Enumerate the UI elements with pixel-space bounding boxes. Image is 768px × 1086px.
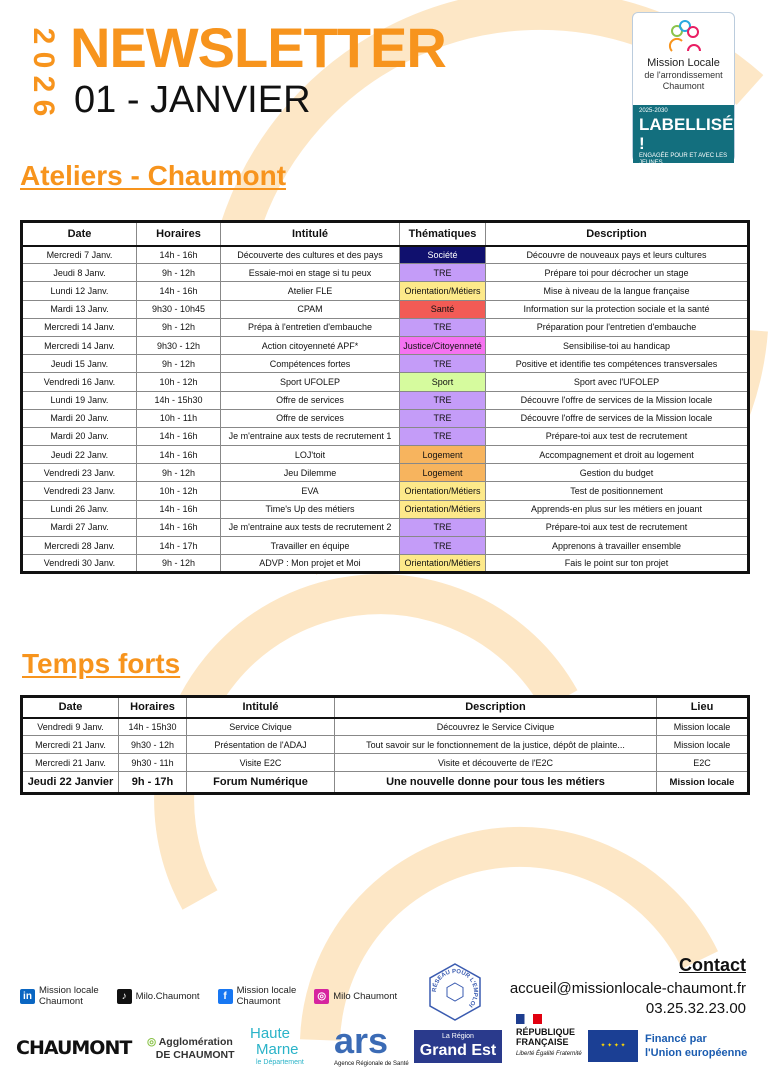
table-cell: 14h - 17h — [137, 537, 221, 555]
table-cell: CPAM — [221, 300, 400, 318]
ars-text: ars — [334, 1020, 389, 1061]
table-cell: Je m'entraine aux tests de recrutement 1 — [221, 427, 400, 445]
table-row — [22, 427, 749, 445]
table-cell: Jeudi 8 Janv. — [22, 264, 137, 282]
tiktok-icon: ♪ — [117, 989, 132, 1004]
year-vertical: 2 0 2 6 — [27, 27, 60, 117]
column-header: Lieu — [657, 697, 749, 718]
table-cell: Vendredi 16 Janv. — [22, 373, 137, 391]
theme-badge: Orientation/Métiers — [400, 500, 486, 518]
table-cell: Gestion du budget — [486, 464, 749, 482]
social-label-line2: Chaumont — [236, 996, 281, 1007]
table-cell: EVA — [221, 482, 400, 500]
contact-title: Contact — [679, 955, 746, 975]
table-cell: Découvre l'offre de services de la Mission locale — [486, 409, 749, 427]
column-header: Intitulé — [221, 222, 400, 246]
table-cell: Prépa à l'entretien d'embauche — [221, 318, 400, 336]
table-cell: 14h - 15h30 — [119, 718, 187, 736]
table-cell: Time's Up des métiers — [221, 500, 400, 518]
social-label — [333, 991, 397, 1002]
social-label — [237, 985, 297, 1007]
table-cell: 10h - 11h — [137, 409, 221, 427]
theme-badge: TRE — [400, 391, 486, 409]
social-label-line1: Milo.Chaumont — [135, 990, 200, 1002]
table-cell: Mise à niveau de la langue française — [486, 282, 749, 300]
ge2: Grand Est — [419, 1042, 497, 1059]
table-row — [22, 409, 749, 427]
table-cell: Préparation pour l'entretien d'embauche — [486, 318, 749, 336]
table-row — [22, 772, 749, 794]
table-cell: Mission locale — [657, 718, 749, 736]
social-link[interactable] — [314, 985, 397, 1007]
theme-badge: TRE — [400, 518, 486, 536]
table-cell: Test de positionnement — [486, 482, 749, 500]
table-cell: Travailler en équipe — [221, 537, 400, 555]
table-cell: Mardi 13 Janv. — [22, 300, 137, 318]
table-row — [22, 446, 749, 464]
column-header: Date — [22, 697, 119, 718]
eu-funding — [645, 1032, 747, 1060]
table-cell: Jeudi 22 Janv. — [22, 446, 137, 464]
ville-chaumont-logo — [16, 1036, 141, 1062]
table-cell: Mercredi 28 Janv. — [22, 537, 137, 555]
theme-badge: TRE — [400, 537, 486, 555]
table-cell: Jeudi 22 Janvier — [22, 772, 119, 794]
table-cell: Action citoyenneté APF* — [221, 336, 400, 354]
table-row — [22, 300, 749, 318]
table-cell: Vendredi 9 Janv. — [22, 718, 119, 736]
theme-badge: TRE — [400, 264, 486, 282]
table-cell: Lundi 12 Janv. — [22, 282, 137, 300]
temps-forts-table — [20, 695, 750, 795]
hm3: le Département — [256, 1059, 304, 1066]
table-cell: Lundi 19 Janv. — [22, 391, 137, 409]
rf3: Liberté Égalité Fraternité — [516, 1051, 582, 1057]
table-cell: LOJ'toit — [221, 446, 400, 464]
table-row — [22, 282, 749, 300]
table-cell: Prépare-toi aux test de recrutement — [486, 427, 749, 445]
month-subtitle: 01 - JANVIER — [74, 79, 311, 121]
column-header: Description — [486, 222, 749, 246]
region-grand-est-logo — [414, 1030, 502, 1063]
eu1: Financé par — [645, 1033, 707, 1045]
republique-francaise-logo — [516, 1014, 582, 1058]
table-cell: Sensibilise-toi au handicap — [486, 336, 749, 354]
table-row — [22, 736, 749, 754]
logo-name: Mission Locale — [647, 57, 720, 69]
table-cell: Découvre de nouveaux pays et leurs cultures — [486, 246, 749, 264]
ateliers-heading: Ateliers - Chaumont — [20, 160, 287, 191]
linkedin-icon: in — [20, 989, 35, 1004]
table-row — [22, 318, 749, 336]
table-cell: Découverte des cultures et des pays — [221, 246, 400, 264]
table-cell: Mardi 20 Janv. — [22, 409, 137, 427]
table-cell: Mercredi 14 Janv. — [22, 336, 137, 354]
contact-email[interactable]: accueil@missionlocale-chaumont.fr — [509, 980, 746, 997]
table-cell: Apprenons à travailler ensemble — [486, 537, 749, 555]
theme-badge: Logement — [400, 464, 486, 482]
table-row — [22, 555, 749, 573]
table-cell: 14h - 16h — [137, 500, 221, 518]
table-cell: 9h - 12h — [137, 264, 221, 282]
temps-forts-heading: Temps forts — [22, 648, 181, 679]
table-cell: Mercredi 21 Janv. — [22, 754, 119, 772]
instagram-icon: ◎ — [314, 989, 329, 1004]
column-header: Thématiques — [400, 222, 486, 246]
social-label-line1: Mission locale — [236, 985, 297, 996]
hm1: Haute — [250, 1025, 291, 1042]
table-cell: 9h - 17h — [119, 772, 187, 794]
column-header: Date — [22, 222, 137, 246]
table-cell: E2C — [657, 754, 749, 772]
theme-badge: Sport — [400, 373, 486, 391]
table-row — [22, 754, 749, 772]
table-cell: 14h - 16h — [137, 282, 221, 300]
eu-flag-icon: ✦ ✦ ✦ ✦ — [588, 1030, 638, 1062]
table-cell: Apprends-en plus sur les métiers en jouant — [486, 500, 749, 518]
table-cell: 9h30 - 10h45 — [137, 300, 221, 318]
table-cell: ADVP : Mon projet et Moi — [221, 555, 400, 573]
social-label — [136, 991, 200, 1002]
table-cell: Une nouvelle donne pour tous les métiers — [335, 772, 657, 794]
newsletter-title: NEWSLETTER — [70, 16, 446, 79]
table-cell: 9h30 - 11h — [119, 754, 187, 772]
table-row — [22, 264, 749, 282]
table-row — [22, 391, 749, 409]
people-icon — [669, 19, 701, 53]
table-cell: Forum Numérique — [187, 772, 335, 794]
contact-phone[interactable]: 03.25.32.23.00 — [645, 1000, 746, 1017]
ge1: La Région — [442, 1033, 474, 1040]
table-cell: Sport avec l'UFOLEP — [486, 373, 749, 391]
agglo-line1: Agglomération — [158, 1036, 233, 1048]
table-cell: Mercredi 14 Janv. — [22, 318, 137, 336]
table-cell: Offre de services — [221, 409, 400, 427]
table-cell: Visite E2C — [187, 754, 335, 772]
social-label — [39, 985, 99, 1007]
social-link[interactable] — [117, 985, 200, 1007]
table-cell: Découvrez le Service Civique — [335, 718, 657, 736]
table-cell: Je m'entraine aux tests de recrutement 2 — [221, 518, 400, 536]
table-cell: Mercredi 7 Janv. — [22, 246, 137, 264]
theme-badge: Orientation/Métiers — [400, 282, 486, 300]
table-row — [22, 373, 749, 391]
flag-icon — [516, 1014, 542, 1024]
haute-marne-logo — [250, 1026, 304, 1067]
table-cell: Mission locale — [657, 736, 749, 754]
logo-sub2: Chaumont — [662, 81, 705, 91]
theme-badge: TRE — [400, 318, 486, 336]
table-row — [22, 246, 749, 264]
chaumont-text: CHAUMONT — [16, 1037, 132, 1059]
table-cell: 9h - 12h — [137, 355, 221, 373]
logo-sub1: de l'arrondissement — [644, 70, 723, 80]
table-cell: Mardi 27 Janv. — [22, 518, 137, 536]
table-cell: Visite et découverte de l'E2C — [335, 754, 657, 772]
social-label-line1: Mission locale — [39, 985, 99, 996]
ateliers-table — [20, 220, 750, 574]
logo-tagline: ENGAGÉE POUR ET AVEC LES JEUNES — [639, 153, 728, 166]
theme-badge: Orientation/Métiers — [400, 555, 486, 573]
table-cell: 14h - 16h — [137, 446, 221, 464]
column-header: Horaires — [137, 222, 221, 246]
table-cell: Vendredi 23 Janv. — [22, 464, 137, 482]
ars-sub: Agence Régionale de Santé — [334, 1061, 409, 1067]
table-cell: 9h30 - 12h — [119, 736, 187, 754]
table-cell: 14h - 15h30 — [137, 391, 221, 409]
mission-locale-logo — [632, 12, 745, 166]
table-cell: 14h - 16h — [137, 518, 221, 536]
table-cell: Prépare-toi aux test de recrutement — [486, 518, 749, 536]
table-row — [22, 500, 749, 518]
facebook-icon: f — [218, 989, 233, 1004]
table-cell: Présentation de l'ADAJ — [187, 736, 335, 754]
table-cell: Mardi 20 Janv. — [22, 427, 137, 445]
theme-badge: Société — [400, 246, 486, 264]
table-cell: 9h - 12h — [137, 464, 221, 482]
social-label-line1: Milo Chaumont — [333, 990, 398, 1002]
logo-period: 2025-2030 — [639, 108, 668, 114]
table-row — [22, 718, 749, 736]
logo-label: LABELLISÉE ! — [639, 115, 745, 153]
social-link[interactable] — [218, 985, 297, 1007]
social-links — [20, 985, 397, 1007]
table-cell: 14h - 16h — [137, 427, 221, 445]
table-cell: Vendredi 23 Janv. — [22, 482, 137, 500]
rf2: FRANÇAISE — [516, 1037, 569, 1047]
table-cell: Information sur la protection sociale et la santé — [486, 300, 749, 318]
theme-badge: Logement — [400, 446, 486, 464]
social-label-line2: Chaumont — [39, 996, 83, 1007]
table-cell: Fais le point sur ton projet — [486, 555, 749, 573]
contact-block — [510, 955, 746, 1019]
column-header: Description — [335, 697, 657, 718]
table-row — [22, 518, 749, 536]
hm2: Marne — [256, 1041, 299, 1058]
table-cell: Mercredi 21 Janv. — [22, 736, 119, 754]
table-row — [22, 464, 749, 482]
table-row — [22, 355, 749, 373]
table-cell: Atelier FLE — [221, 282, 400, 300]
table-cell: Sport UFOLEP — [221, 373, 400, 391]
table-cell: Tout savoir sur le fonctionnement de la justice, dépôt de plainte... — [335, 736, 657, 754]
table-cell: Offre de services — [221, 391, 400, 409]
agglomeration-logo: ◎ Agglomération DE CHAUMONT — [147, 1036, 235, 1061]
table-cell: 9h - 12h — [137, 318, 221, 336]
ars-logo — [334, 1022, 408, 1070]
table-cell: Service Civique — [187, 718, 335, 736]
table-cell: Vendredi 30 Janv. — [22, 555, 137, 573]
table-cell: Prépare toi pour décrocher un stage — [486, 264, 749, 282]
table-cell: Positive et identifie tes compétences transversales — [486, 355, 749, 373]
column-header: Intitulé — [187, 697, 335, 718]
table-cell: Accompagnement et droit au logement — [486, 446, 749, 464]
table-row — [22, 537, 749, 555]
agglo-line2: DE CHAUMONT — [155, 1049, 235, 1061]
table-cell: Essaie-moi en stage si tu peux — [221, 264, 400, 282]
table-cell: 9h - 12h — [137, 555, 221, 573]
table-cell: Compétences fortes — [221, 355, 400, 373]
theme-badge: Santé — [400, 300, 486, 318]
rf1: RÉPUBLIQUE — [516, 1027, 576, 1037]
table-cell: Jeu Dilemme — [221, 464, 400, 482]
reseau-pour-emploi-logo — [426, 962, 484, 1022]
reseau-text: RÉSEAU POUR L'EMPLOI — [431, 968, 479, 1008]
table-cell: 9h30 - 12h — [137, 336, 221, 354]
theme-badge: Orientation/Métiers — [400, 482, 486, 500]
theme-badge: TRE — [400, 409, 486, 427]
table-cell: Lundi 26 Janv. — [22, 500, 137, 518]
table-cell: 10h - 12h — [137, 373, 221, 391]
table-cell: Découvre l'offre de services de la Mission locale — [486, 391, 749, 409]
table-row — [22, 336, 749, 354]
table-row — [22, 482, 749, 500]
theme-badge: TRE — [400, 427, 486, 445]
table-cell: 10h - 12h — [137, 482, 221, 500]
table-cell: Jeudi 15 Janv. — [22, 355, 137, 373]
social-link[interactable] — [20, 985, 99, 1007]
table-cell: Mission locale — [657, 772, 749, 794]
column-header: Horaires — [119, 697, 187, 718]
theme-badge: TRE — [400, 355, 486, 373]
table-cell: 14h - 16h — [137, 246, 221, 264]
eu2: l'Union européenne — [645, 1047, 748, 1059]
theme-badge: Justice/Citoyenneté — [400, 336, 486, 354]
